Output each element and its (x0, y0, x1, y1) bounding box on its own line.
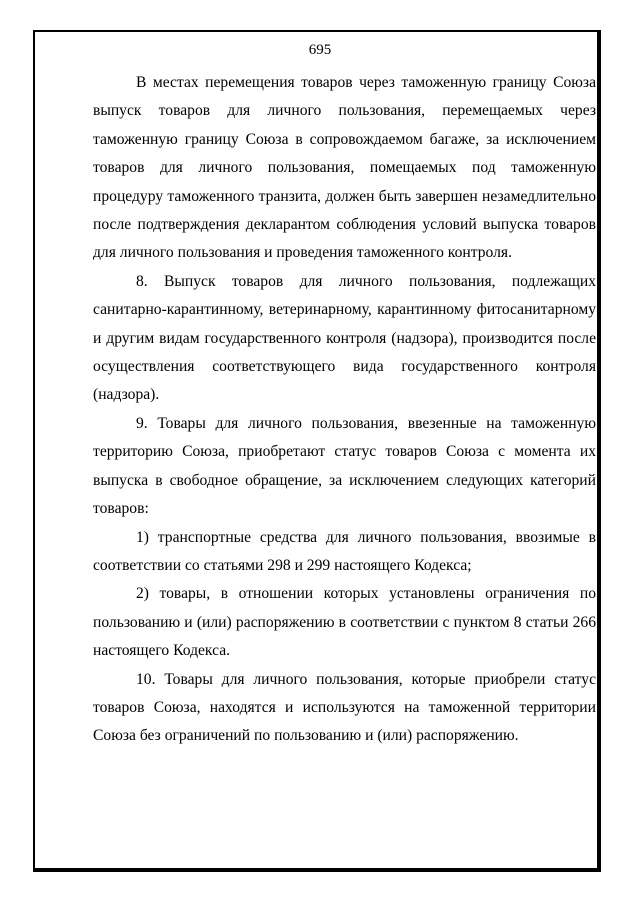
paragraph: 10. Товары для личного пользования, которые приобрели статус товаров Союза, находятся и используются на таможенной территории Союза без ограничений по пользованию и (или) распоряжению. (93, 670, 596, 745)
paragraph: 9. Товары для личного пользования, ввезенные на таможенную территорию Союза, приобретают статус товаров Союза с момента их выпуска в свободное обращение, за исключением следующих категорий товаров: (93, 414, 596, 518)
paragraph: 1) транспортные средства для личного пользования, ввозимые в соответствии со статьями 298 и 299 настоящего Кодекса; (93, 528, 596, 574)
paragraph: 8. Выпуск товаров для личного пользования, подлежащих санитарно-карантинному, ветеринарному, карантинному фитосанитарному и другим видам государственного контроля (надзора), производится после осуществления соответствующего вида государственного контроля (надзора). (93, 272, 596, 404)
page-number: 695 (308, 42, 332, 58)
document-body (93, 69, 596, 751)
paragraph: В местах перемещения товаров через таможенную границу Союза выпуск товаров для личного пользования, перемещаемых через таможенную границу Союза в сопровождаемом багаже, за исключением товаров для личного пользования, помещаемых под таможенную процедуру таможенного транзита, должен быть завершен незамедлительно после подтверждения декларантом соблюдения условий выпуска товаров для личного пользования и проведения таможенного контроля. (93, 74, 596, 262)
paragraph: 2) товары, в отношении которых установлены ограничения по пользованию и (или) распоряжению в соответствии с пунктом 8 статьи 266 настоящего Кодекса. (93, 585, 596, 660)
